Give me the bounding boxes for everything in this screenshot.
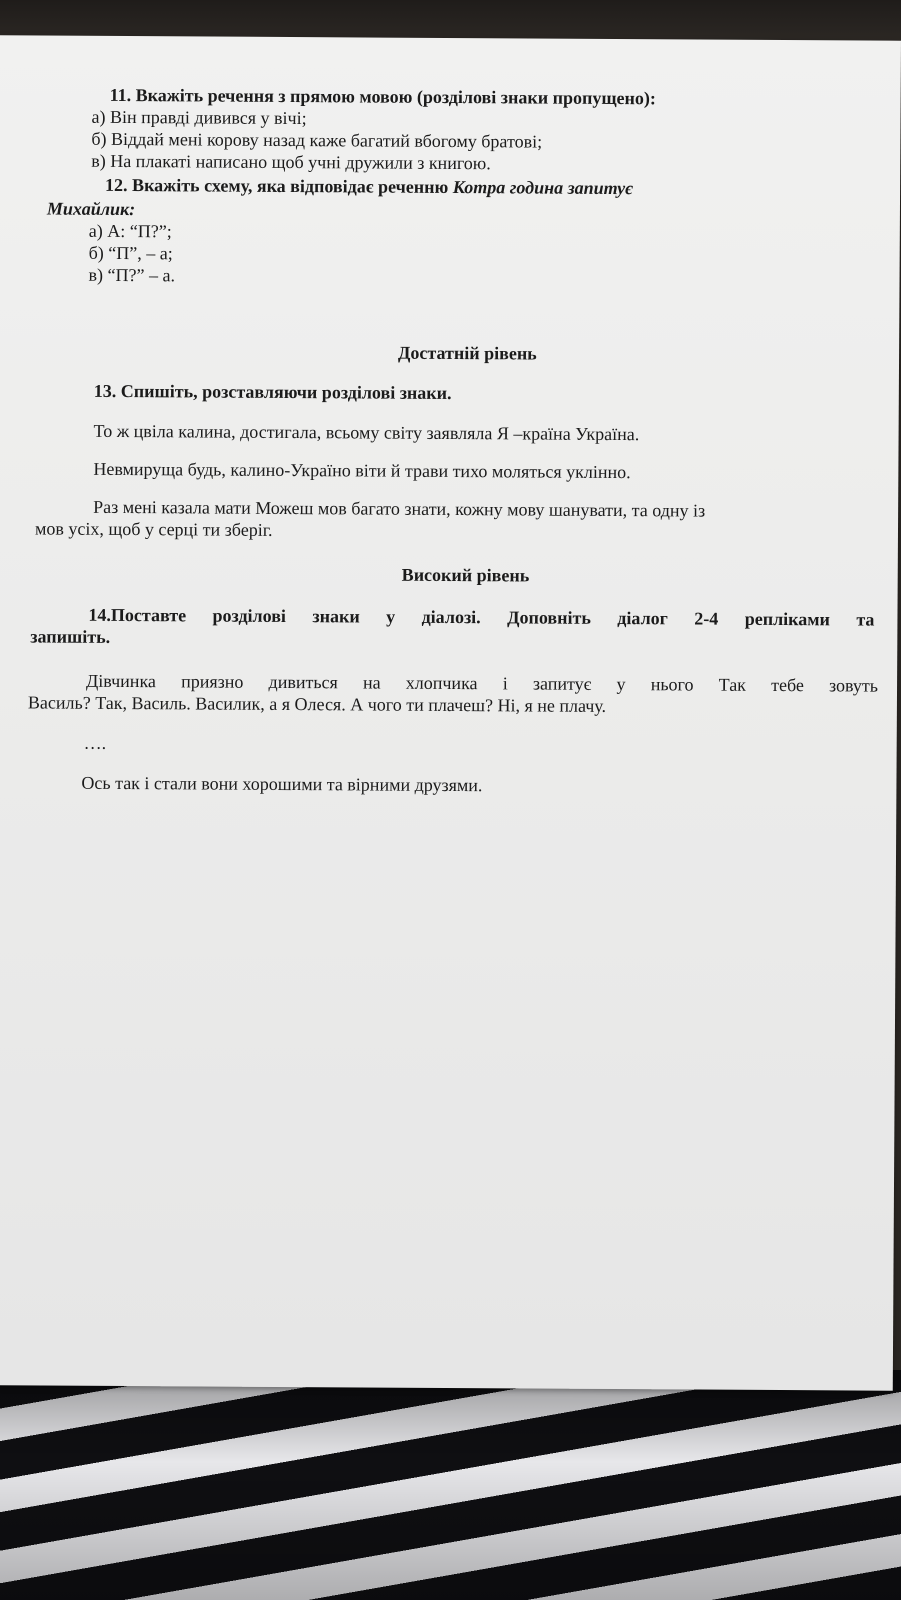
q12-title-sentence: Котра година запитує bbox=[452, 177, 633, 199]
q14-title-line-2: запишіть. bbox=[30, 626, 111, 647]
q14-title-line-1: 14.Поставте розділові знаки у діалозі. Доповніть діалог 2-4 репліками та bbox=[88, 604, 875, 630]
q12-title-prefix: 12. Вкажіть схему, яка відповідає реченню bbox=[105, 174, 453, 198]
q12-option-a: а) А: “П?”; bbox=[88, 220, 172, 242]
q13-text-line-1: То ж цвіла калина, достигала, всьому світу заявляла Я –країна Україна. bbox=[93, 420, 640, 445]
level-heading-high: Високий рівень bbox=[401, 564, 530, 586]
q12-option-c: в) “П?” – а. bbox=[88, 264, 176, 286]
q12-title bbox=[105, 174, 901, 201]
q12-option-b: б) “П”, – а; bbox=[88, 242, 173, 264]
q11-option-a: а) Він правді дивився у вічі; bbox=[91, 106, 307, 129]
q13-title: 13. Спишіть, розставляючи розділові знаки. bbox=[93, 380, 452, 404]
q14-text-line-1: Дівчинка приязно дивиться на хлопчика і запитує у нього Так тебе зовуть bbox=[86, 670, 879, 696]
q14-ellipsis: …. bbox=[83, 732, 107, 753]
q11-option-b: б) Віддай мені корову назад каже багатий вбогому братові; bbox=[91, 128, 543, 152]
q11-title: 11. Вкажіть речення з прямою мовою (розділові знаки пропущено): bbox=[109, 84, 656, 109]
q13-text-line-3a: Раз мені казала мати Можеш мов багато знати, кожну мову шанувати, та одну із bbox=[93, 496, 706, 521]
q11-option-c: в) На плакаті написано щоб учні дружили з книгою. bbox=[91, 150, 491, 174]
q13-text-line-2: Невмируща будь, калино-Україно віти й трави тихо моляться уклінно. bbox=[93, 458, 631, 483]
q13-text-line-3b: мов усіх, щоб у серці ти зберіг. bbox=[34, 518, 273, 540]
fabric-shadow bbox=[0, 1370, 901, 1600]
level-heading-sufficient: Достатній рівень bbox=[398, 342, 537, 364]
worksheet-paper bbox=[0, 35, 901, 1390]
q14-ending: Ось так і стали вони хорошими та вірними друзями. bbox=[81, 772, 483, 796]
q14-text-line-2: Василь? Так, Василь. Василик, а я Олеся. А чого ти плачеш? Ні, я не плачу. bbox=[27, 692, 607, 716]
q12-title-continuation: Михайлик: bbox=[46, 198, 136, 220]
